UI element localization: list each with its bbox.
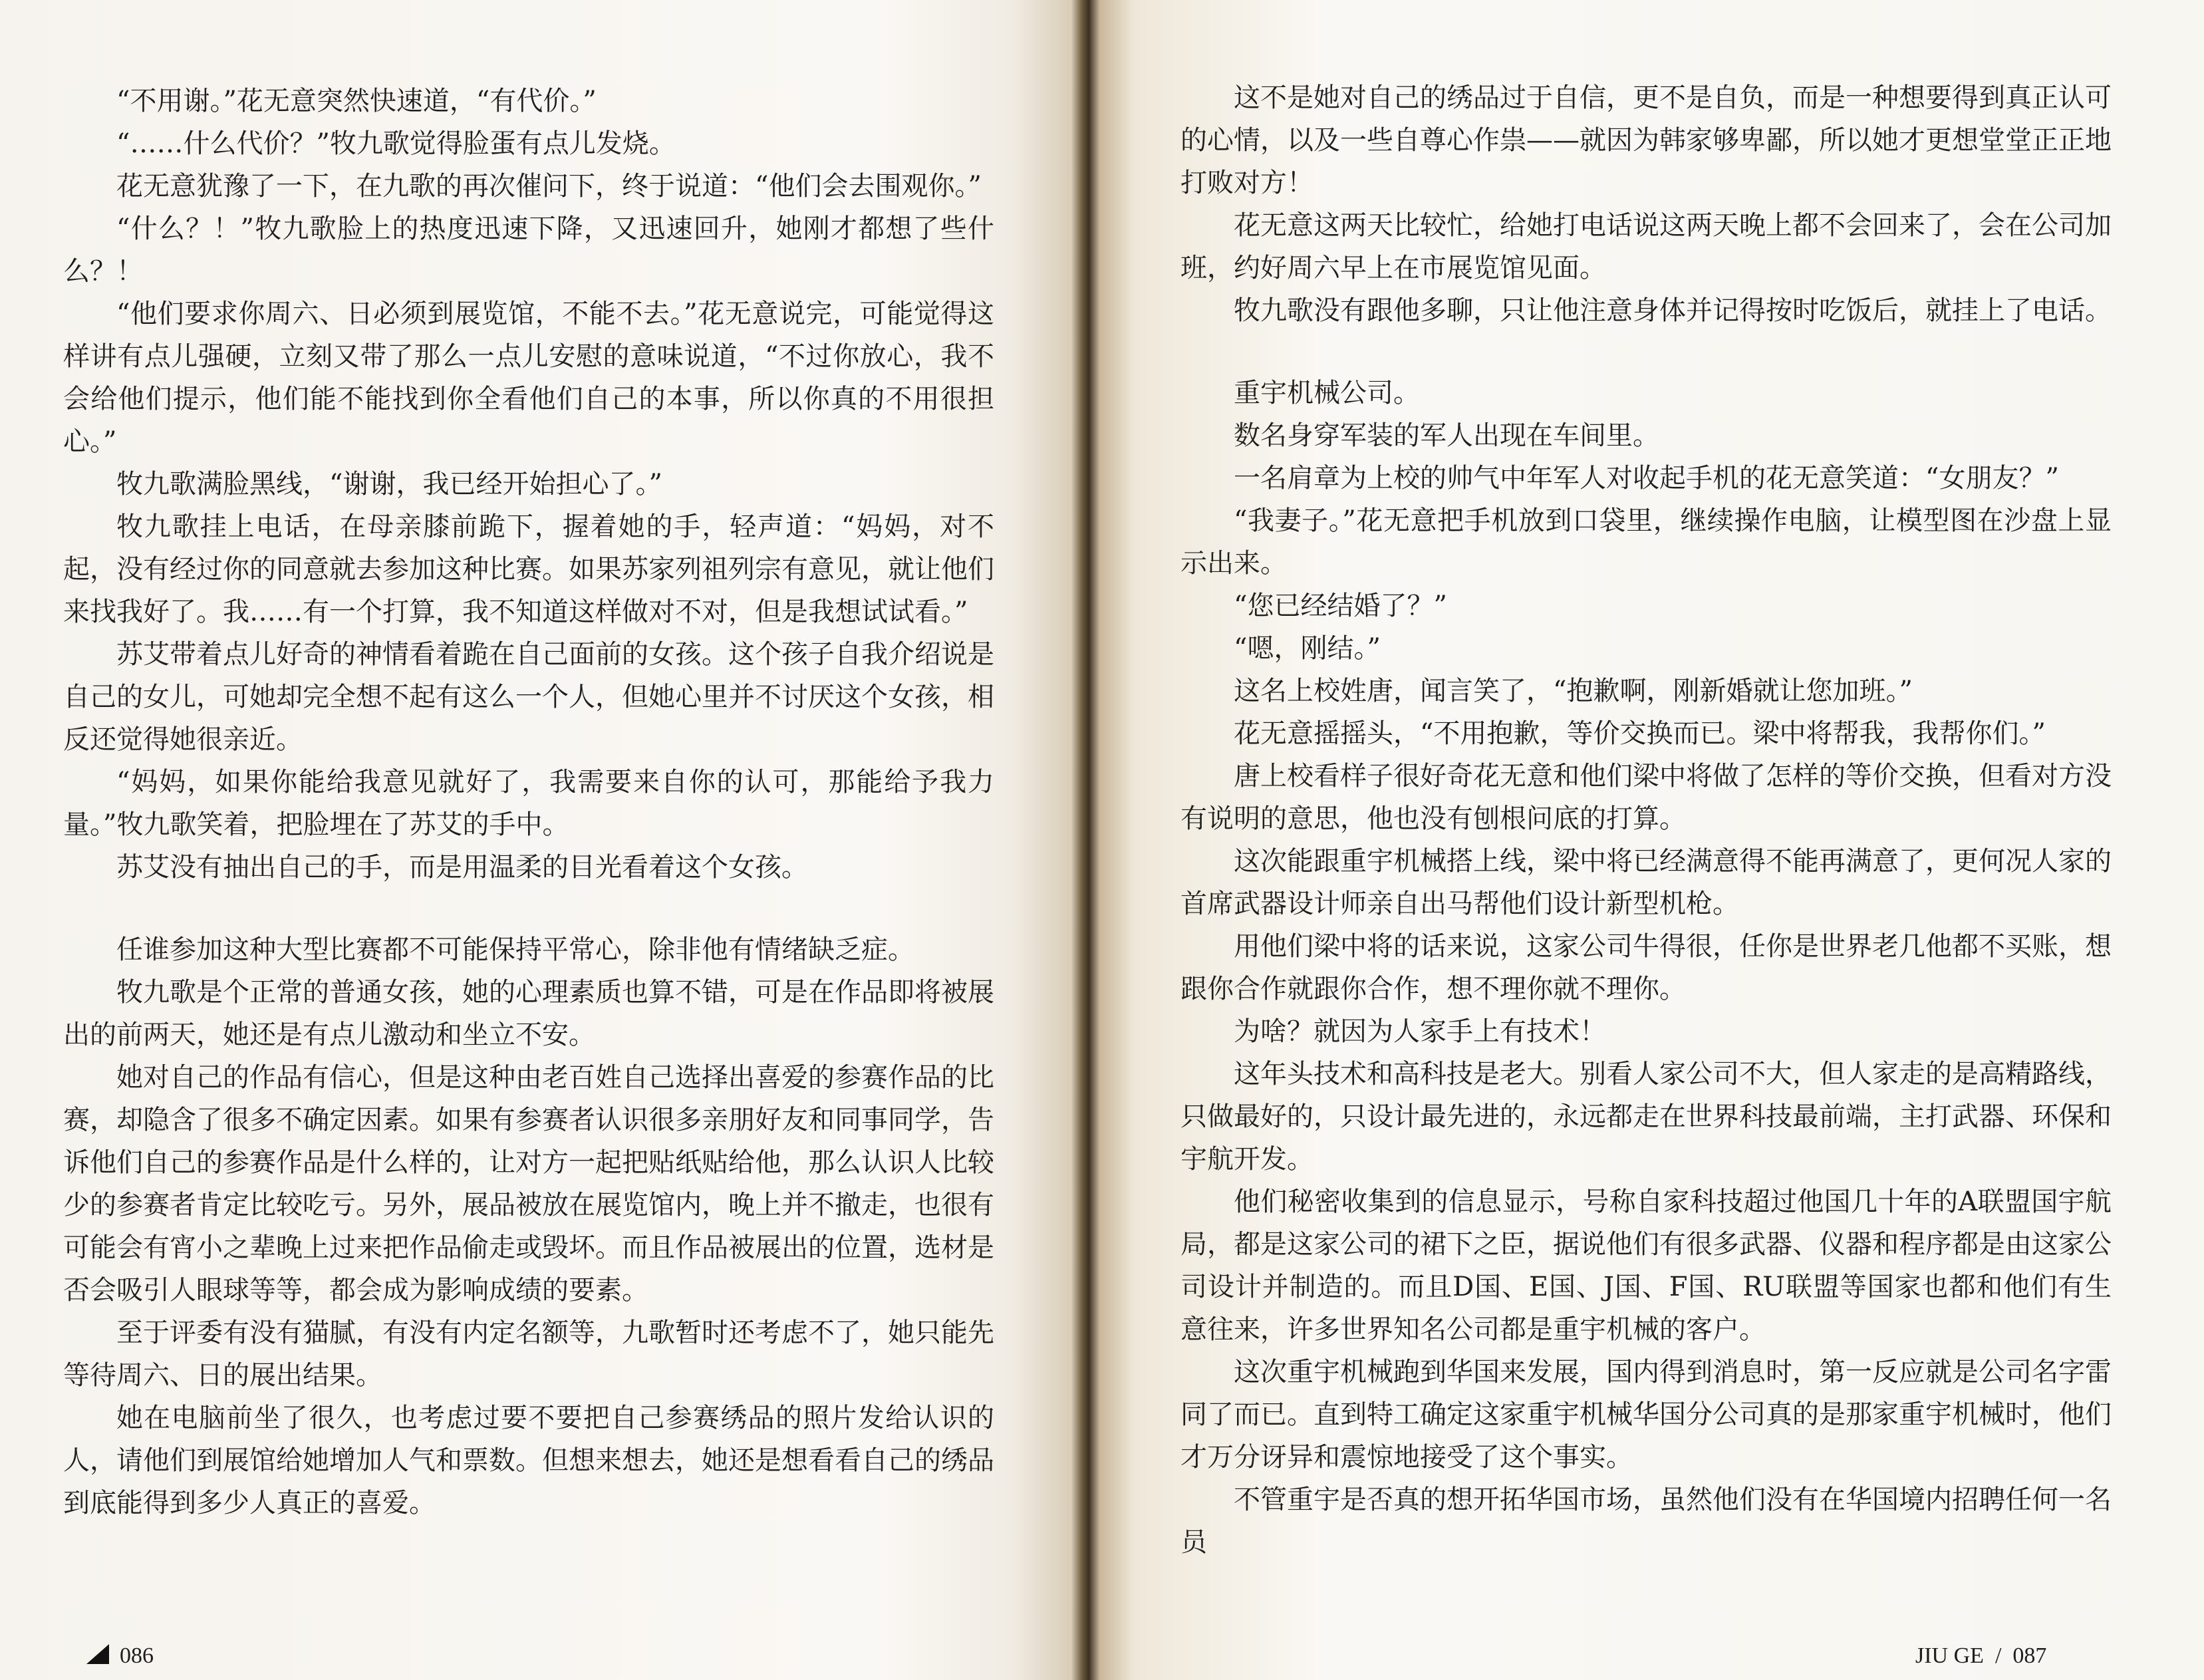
paragraph: 用他们梁中将的话来说，这家公司牛得很，任你是世界老几他都不买账，想跟你合作就跟你合作，想不理你就不理你。 — [1180, 931, 2112, 1004]
right-page-body — [1180, 76, 2112, 1564]
paragraph: 任谁参加这种大型比赛都不可能保持平常心，除非他有情绪缺乏症。 — [116, 934, 914, 965]
paragraph: 这不是她对自己的绣品过于自信，更不是自负，而是一种想要得到真正认可的心情，以及一些自尊心作祟——就因为韩家够卑鄙，所以她才更想堂堂正正地打败对方！ — [1180, 82, 2112, 198]
paragraph: 牧九歌挂上电话，在母亲膝前跪下，握着她的手，轻声道：“妈妈，对不起，没有经过你的同意就去参加这种比赛。如果苏家列祖列宗有意见，就让他们来找我好了。我……有一个打算，我不知道这样做对不对，但是我想试试看。” — [63, 511, 994, 627]
running-title: JIU GE — [1915, 1643, 1984, 1668]
page-number: 086 — [120, 1643, 154, 1668]
paragraph: 一名肩章为上校的帅气中年军人对收起手机的花无意笑道：“女朋友？” — [1234, 463, 2059, 493]
right-page-footer — [1915, 1643, 2046, 1669]
paragraph: 这次重宇机械跑到华国来发展，国内得到消息时，第一反应就是公司名字雷同了而已。直到特工确定这家重宇机械华国分公司真的是那家重宇机械时，他们才万分讶异和震惊地接受了这个事实。 — [1180, 1357, 2112, 1472]
paragraph: “他们要求你周六、日必须到展览馆，不能不去。”花无意说完，可能觉得这样讲有点儿强硬，立刻又带了那么一点儿安慰的意味说道，“不过你放心，我不会给他们提示，他们能不能找到你全看他们自己的本事，所以你真的不用很担心。” — [63, 299, 994, 457]
paragraph: “什么？！”牧九歌脸上的热度迅速下降，又迅速回升，她刚才都想了些什么？！ — [63, 213, 994, 287]
paragraph: 重宇机械公司。 — [1234, 378, 1420, 408]
page-number: 087 — [2012, 1643, 2047, 1668]
section-break — [63, 889, 994, 928]
paragraph: 不管重宇是否真的想开拓华国市场，虽然他们没有在华国境内招聘任何一名员 — [1180, 1484, 2112, 1558]
paragraph: 苏艾没有抽出自己的手，而是用温柔的目光看着这个女孩。 — [116, 852, 808, 883]
paragraph: 牧九歌没有跟他多聊，只让他注意身体并记得按时吃饭后，就挂上了电话。 — [1234, 295, 2112, 326]
paragraph: 她对自己的作品有信心，但是这种由老百姓自己选择出喜爱的参赛作品的比赛，却隐含了很多不确定因素。如果有参赛者认识很多亲朋好友和同事同学，告诉他们自己的参赛作品是什么样的，让对方一起把贴纸贴给他，那么认识人比较少的参赛者肯定比较吃亏。另外，展品被放在展览馆内，晚上并不撤走，也很有可能会有宵小之辈晚上过来把作品偷走或毁坏。而且作品被展出的位置，选材是否会吸引人眼球等等，都会成为影响成绩的要素。 — [63, 1062, 994, 1306]
paragraph: 他们秘密收集到的信息显示，号称自家科技超过他国几十年的A联盟国宇航局，都是这家公司的裙下之臣，据说他们有很多武器、仪器和程序都是由这家公司设计并制造的。而且D国、E国、J国、F国、RU联盟等国家也都和他们有生意往来，许多世界知名公司都是重宇机械的客户。 — [1180, 1187, 2112, 1345]
paragraph: “妈妈，如果你能给我意见就好了，我需要来自你的认可，那能给予我力量。”牧九歌笑着，把脸埋在了苏艾的手中。 — [63, 767, 994, 840]
paragraph: 牧九歌是个正常的普通女孩，她的心理素质也算不错，可是在作品即将被展出的前两天，她还是有点儿激动和坐立不安。 — [63, 977, 994, 1050]
paragraph: “不用谢。”花无意突然快速道，“有代价。” — [116, 86, 597, 116]
paragraph: 花无意摇摇头，“不用抱歉，等价交换而已。梁中将帮我，我帮你们。” — [1234, 718, 2046, 749]
separator: / — [1995, 1643, 2002, 1668]
paragraph: “……什么代价？”牧九歌觉得脸蛋有点儿发烧。 — [116, 128, 676, 159]
paragraph: “您已经结婚了？” — [1234, 591, 1447, 621]
paragraph: 这名上校姓唐，闻言笑了，“抱歉啊，刚新婚就让您加班。” — [1234, 676, 1913, 706]
paragraph: “我妻子。”花无意把手机放到口袋里，继续操作电脑，让模型图在沙盘上显示出来。 — [1180, 505, 2112, 579]
paragraph: 花无意这两天比较忙，给她打电话说这两天晚上都不会回来了，会在公司加班，约好周六早上在市展览馆见面。 — [1180, 210, 2112, 283]
left-page-footer — [86, 1643, 154, 1669]
paragraph: 唐上校看样子很好奇花无意和他们梁中将做了怎样的等价交换，但看对方没有说明的意思，他也没有刨根问底的打算。 — [1180, 761, 2112, 834]
paragraph: 这次能跟重宇机械搭上线，梁中将已经满意得不能再满意了，更何况人家的首席武器设计师亲自出马帮他们设计新型机枪。 — [1180, 846, 2112, 919]
left-page-body — [63, 80, 994, 1524]
section-break — [1180, 332, 2112, 372]
paragraph: 这年头技术和高科技是老大。别看人家公司不大，但人家走的是高精路线，只做最好的，只设计最先进的，永远都走在世界科技最前端，主打武器、环保和宇航开发。 — [1180, 1059, 2112, 1175]
paragraph: 苏艾带着点儿好奇的神情看着跪在自己面前的女孩。这个孩子自我介绍说是自己的女儿，可她却完全想不起有这么一个人，但她心里并不讨厌这个女孩，相反还觉得她很亲近。 — [63, 639, 994, 755]
paragraph: 牧九歌满脸黑线，“谢谢，我已经开始担心了。” — [116, 469, 662, 499]
paragraph: 为啥？就因为人家手上有技术！ — [1234, 1016, 1606, 1047]
paragraph: 至于评委有没有猫腻，有没有内定名额等，九歌暂时还考虑不了，她只能先等待周六、日的展出结果。 — [63, 1318, 994, 1391]
page-marker-triangle-icon — [86, 1644, 109, 1664]
paragraph: 数名身穿军装的军人出现在车间里。 — [1234, 420, 1659, 451]
paragraph: 花无意犹豫了一下，在九歌的再次催问下，终于说道：“他们会去围观你。” — [116, 171, 982, 202]
paragraph: 她在电脑前坐了很久，也考虑过要不要把自己参赛绣品的照片发给认识的人，请他们到展馆给她增加人气和票数。但想来想去，她还是想看看自己的绣品到底能得到多少人真正的喜爱。 — [63, 1403, 994, 1518]
paragraph: “嗯，刚结。” — [1234, 633, 1381, 664]
